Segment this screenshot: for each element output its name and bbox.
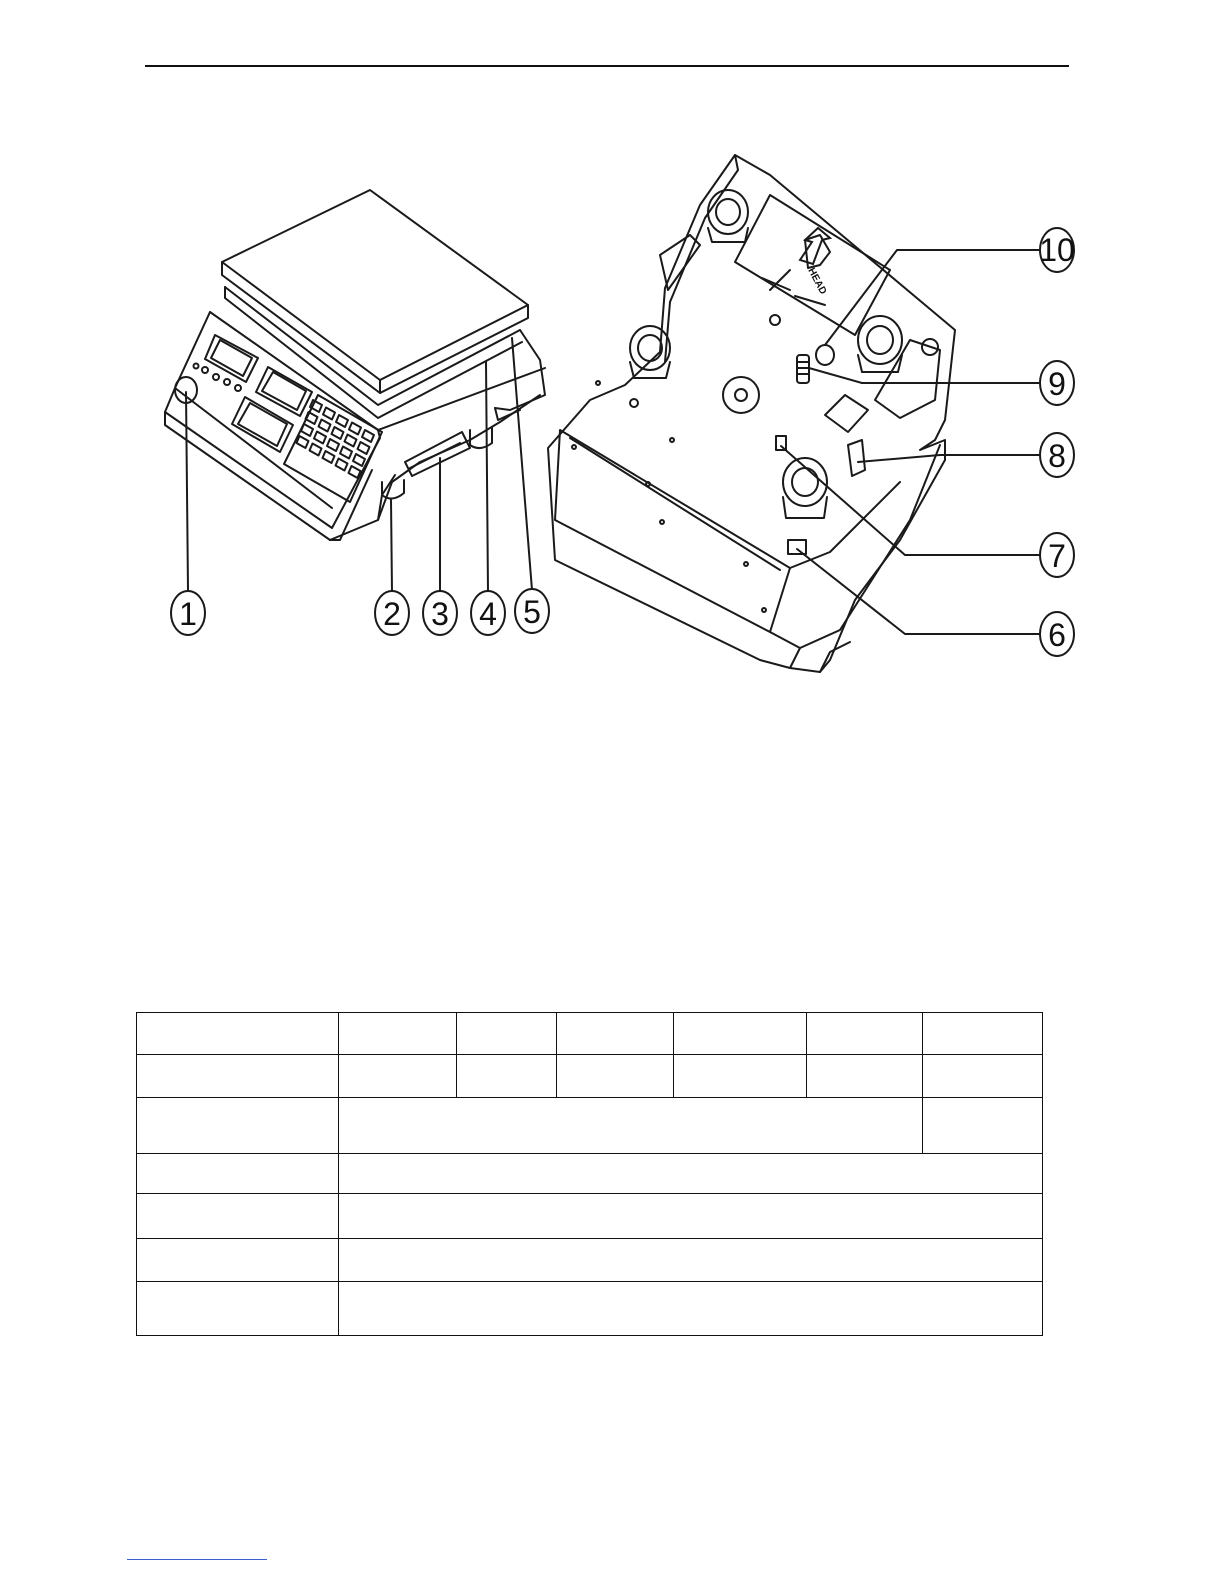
callout-8: 8 [1048,438,1066,474]
table-row [137,1154,1043,1194]
connector-port [788,540,806,554]
table-cell [674,1055,807,1098]
front-view-scale [165,190,545,592]
table-cell [807,1055,923,1098]
table-cell [339,1154,1043,1194]
stopper-knob [816,345,834,365]
keypad-key [349,423,361,435]
spec-table [136,1012,1043,1336]
table-row [137,1282,1043,1336]
keypad-key [323,451,335,463]
keypad-key [340,447,352,459]
callout-2: 2 [383,596,401,632]
table-cell [137,1194,339,1239]
battery-cover [735,195,890,335]
table-cell [457,1013,557,1055]
foot-left [630,326,670,378]
callout-4: 4 [479,596,497,632]
keypad-key [323,408,335,420]
table-cell [557,1055,674,1098]
callout-10: 10 [1039,232,1075,268]
front-rim [555,430,790,632]
table-row [137,1013,1043,1055]
table-cell [137,1055,339,1098]
indicator-light [202,367,208,373]
scale-illustration [0,0,1224,720]
indicator-light [194,364,199,369]
table-cell [137,1013,339,1055]
table-row [137,1194,1043,1239]
keypad-key [353,454,365,466]
keypad-key [332,427,344,439]
indicator-light [224,379,230,385]
callout-5: 5 [523,594,541,630]
table-cell [923,1055,1043,1098]
indicator-light [213,374,219,380]
table-cell [339,1239,1043,1282]
table-cell [137,1282,339,1336]
keypad-key [297,436,309,448]
display-window-3 [232,397,293,452]
table-cell [137,1098,339,1154]
table-cell [923,1013,1043,1055]
table-cell [807,1013,923,1055]
table-cell [339,1282,1043,1336]
callout-1: 1 [179,596,197,632]
table-cell [457,1055,557,1098]
callout-9: 9 [1048,366,1066,402]
keypad [284,395,382,502]
callout-7: 7 [1048,538,1066,574]
keypad-key [319,420,331,432]
table-row [137,1055,1043,1098]
keypad-key [314,432,326,444]
table-cell [339,1194,1043,1239]
keypad-key [336,459,348,471]
indicator-light [235,385,241,391]
power-switch [848,440,865,476]
table-cell [923,1098,1043,1154]
keypad-key [349,466,361,478]
table-row [137,1098,1043,1154]
level-bubble-mount [723,377,759,413]
keypad-key [310,444,322,456]
keypad-key [362,430,374,442]
table-cell [339,1055,457,1098]
head-arrow-label: HEAD [805,266,829,297]
foot-top-left [708,190,748,242]
power-switch-housing [825,395,868,432]
footer-link[interactable] [127,1559,267,1560]
keypad-key [345,435,357,447]
table-row [137,1239,1043,1282]
keypad-key [327,439,339,451]
bottom-view-scale [548,155,1040,672]
table-cell [674,1013,807,1055]
keypad-key [336,415,348,427]
table-cell [137,1154,339,1194]
callout-3: 3 [431,596,449,632]
callout-6: 6 [1048,617,1066,653]
keypad-key [358,442,370,454]
table-cell [339,1013,457,1055]
table-cell [557,1013,674,1055]
table-cell [339,1098,923,1154]
table-cell [137,1239,339,1282]
